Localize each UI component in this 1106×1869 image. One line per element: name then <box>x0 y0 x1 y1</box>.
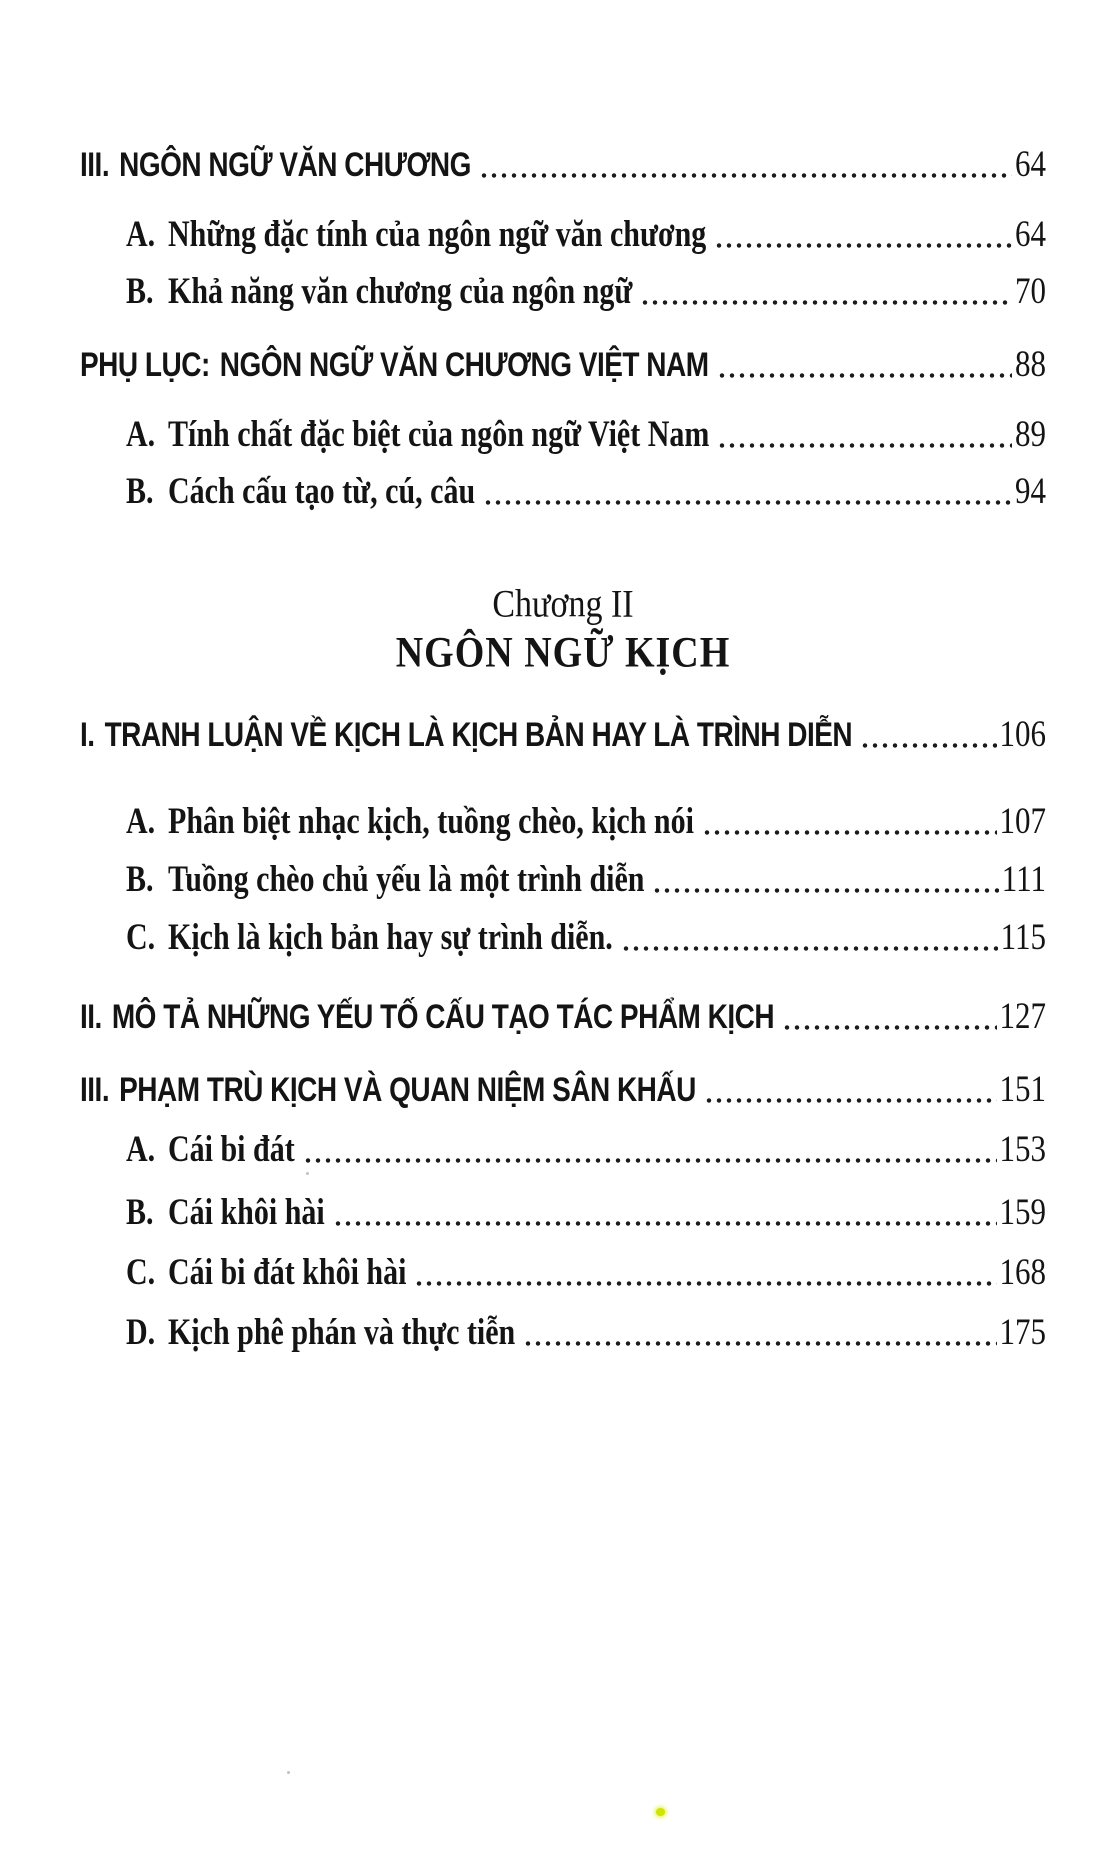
toc-entry-page: 111 <box>1001 857 1046 900</box>
scan-artifact-green-dot <box>656 1808 665 1816</box>
toc-entry-label: I. <box>80 715 95 754</box>
scan-speck <box>306 1172 309 1175</box>
dot-leader <box>717 442 1012 449</box>
toc-entry-label: II. <box>80 997 102 1036</box>
toc-entry <box>126 857 1046 900</box>
toc-entry-title: TRANH LUẬN VỀ KỊCH LÀ KỊCH BẢN HAY LÀ TRÌNH DIỄN <box>104 715 853 754</box>
toc-entry-title: Những đặc tính của ngôn ngữ văn chương <box>168 214 707 255</box>
toc-entry-page: 175 <box>999 1310 1046 1353</box>
toc-entry-title: Tính chất đặc biệt của ngôn ngữ Việt Nam <box>168 414 710 455</box>
toc-entry <box>80 342 1046 385</box>
dot-leader <box>414 1280 996 1287</box>
dot-leader <box>860 742 996 749</box>
toc-entry-title: MÔ TẢ NHỮNG YẾU TỐ CẤU TẠO TÁC PHẨM KỊCH <box>111 997 775 1036</box>
dot-leader <box>640 299 1012 306</box>
toc-entry <box>126 1250 1046 1293</box>
toc-entry-title: Cái khôi hài <box>168 1192 325 1233</box>
toc-entry-page: 159 <box>999 1190 1046 1233</box>
toc-entry <box>126 212 1046 255</box>
dot-leader <box>479 172 1012 179</box>
toc-entry-label: A. <box>126 214 156 255</box>
scan-speck <box>287 1771 290 1774</box>
toc-entry <box>126 412 1046 455</box>
toc-entry-label: B. <box>126 859 154 900</box>
toc-entry-page: 168 <box>999 1250 1046 1293</box>
toc-entry <box>80 994 1046 1037</box>
dot-leader <box>714 242 1012 249</box>
toc-entry <box>126 269 1046 312</box>
dot-leader <box>652 887 998 894</box>
toc-entry-page: 64 <box>1015 212 1046 255</box>
dot-leader <box>523 1340 996 1347</box>
toc-entry-title: Kịch phê phán và thực tiễn <box>168 1312 516 1353</box>
toc-entry-label: III. <box>80 145 110 184</box>
chapter-title: NGÔN NGỮ KỊCH <box>395 628 731 677</box>
dot-leader <box>702 829 997 836</box>
toc-entry-page: 106 <box>999 712 1046 755</box>
toc-entry-page: 70 <box>1015 269 1046 312</box>
toc-entry <box>126 1127 1046 1170</box>
toc-entry-label: C. <box>126 917 156 958</box>
toc-entry-title: PHẠM TRÙ KỊCH VÀ QUAN NIỆM SÂN KHẤU <box>119 1070 696 1109</box>
dot-leader <box>621 945 998 952</box>
toc-entry-title: Cái bi đát <box>168 1129 295 1170</box>
toc-entry-page: 107 <box>999 799 1046 842</box>
toc-entry-page: 94 <box>1015 469 1046 512</box>
dot-leader <box>333 1220 997 1227</box>
dot-leader <box>303 1157 997 1164</box>
toc-entry <box>126 1310 1046 1353</box>
toc-entry <box>80 1067 1046 1110</box>
toc-entry-title: NGÔN NGỮ VĂN CHƯƠNG <box>119 145 471 184</box>
dot-leader <box>717 372 1012 379</box>
toc-entry-title: Cách cấu tạo từ, cú, câu <box>168 471 476 512</box>
toc-entry <box>126 915 1046 958</box>
toc-entry-label: A. <box>126 1129 156 1170</box>
toc-entry-page: 64 <box>1015 142 1046 185</box>
toc-entry-title: Kịch là kịch bản hay sự trình diễn. <box>168 917 613 958</box>
toc-entry-page: 115 <box>1000 915 1046 958</box>
dot-leader <box>782 1024 996 1031</box>
toc-entry-label: B. <box>126 271 154 312</box>
toc-entry-title: Cái bi đát khôi hài <box>168 1252 407 1293</box>
toc-entry-label: PHỤ LỤC: <box>80 345 210 384</box>
toc-entry <box>80 142 1046 185</box>
toc-entry-title: Khả năng văn chương của ngôn ngữ <box>168 271 633 312</box>
chapter-heading <box>70 582 1056 679</box>
toc-entry-title: NGÔN NGỮ VĂN CHƯƠNG VIỆT NAM <box>219 345 709 384</box>
toc-entry <box>126 799 1046 842</box>
toc-entry <box>80 712 1046 755</box>
toc-entry-label: B. <box>126 471 154 512</box>
toc-entry-page: 151 <box>999 1067 1046 1110</box>
dot-leader <box>704 1097 997 1104</box>
toc-entry-page: 127 <box>999 994 1046 1037</box>
toc-entry-title: Phân biệt nhạc kịch, tuồng chèo, kịch nói <box>168 801 694 842</box>
toc-entry <box>126 1190 1046 1233</box>
toc-entry-page: 88 <box>1015 342 1046 385</box>
toc-entry-page: 89 <box>1015 412 1046 455</box>
dot-leader <box>483 499 1012 506</box>
toc-entry-label: III. <box>80 1070 110 1109</box>
toc-entry <box>126 469 1046 512</box>
chapter-number: Chương II <box>492 583 634 626</box>
toc-entry-label: A. <box>126 801 156 842</box>
toc-entry-label: B. <box>126 1192 154 1233</box>
toc-entry-label: C. <box>126 1252 156 1293</box>
toc-entry-page: 153 <box>999 1127 1046 1170</box>
toc-entry-title: Tuồng chèo chủ yếu là một trình diễn <box>168 859 645 900</box>
toc-entry-label: D. <box>126 1312 156 1353</box>
toc-entry-label: A. <box>126 414 156 455</box>
